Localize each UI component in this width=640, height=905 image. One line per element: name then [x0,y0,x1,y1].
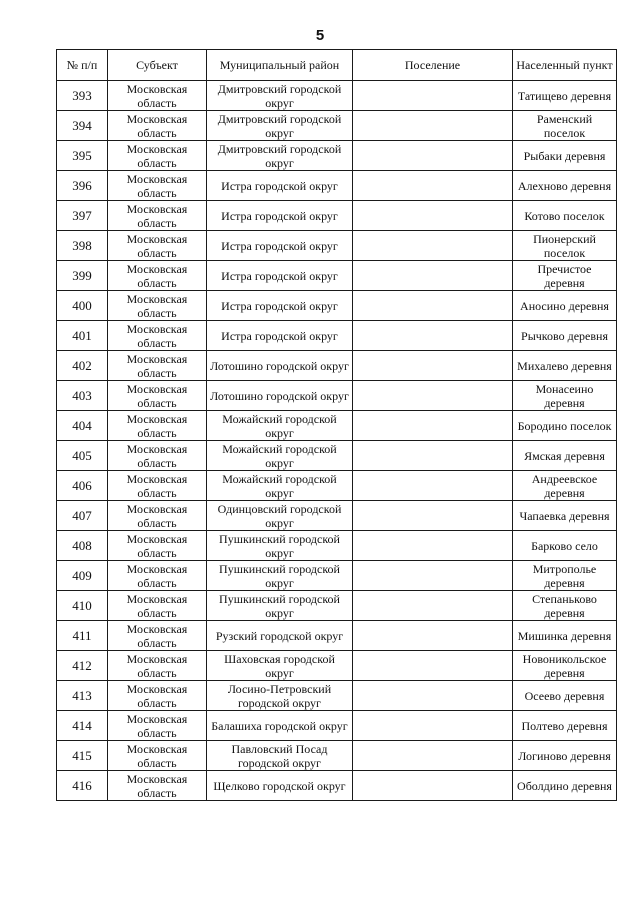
cell-district: Истра городской округ [207,261,353,291]
cell-locality: Андреевское деревня [513,471,617,501]
cell-locality: Мишинка деревня [513,621,617,651]
cell-settlement [353,441,513,471]
table-row [57,591,617,621]
cell-district: Дмитровский городской округ [207,141,353,171]
cell-locality: Осеево деревня [513,681,617,711]
cell-locality: Пречистое деревня [513,261,617,291]
cell-subject: Московская область [108,621,207,651]
cell-subject: Московская область [108,591,207,621]
cell-num: 409 [57,561,108,591]
cell-locality: Полтево деревня [513,711,617,741]
cell-settlement [353,321,513,351]
cell-settlement [353,771,513,801]
cell-district: Балашиха городской округ [207,711,353,741]
table-row [57,561,617,591]
cell-district: Можайский городской округ [207,441,353,471]
table-row [57,291,617,321]
cell-locality: Алехново деревня [513,171,617,201]
cell-subject: Московская область [108,381,207,411]
cell-subject: Московская область [108,501,207,531]
cell-num: 397 [57,201,108,231]
cell-settlement [353,591,513,621]
cell-subject: Московская область [108,411,207,441]
cell-num: 404 [57,411,108,441]
cell-subject: Московская область [108,561,207,591]
cell-settlement [353,381,513,411]
table-row [57,501,617,531]
table-row [57,171,617,201]
header-subject: Субъект [108,50,207,81]
cell-locality: Котово поселок [513,201,617,231]
cell-locality: Раменский поселок [513,111,617,141]
cell-settlement [353,171,513,201]
cell-subject: Московская область [108,711,207,741]
cell-num: 405 [57,441,108,471]
cell-district: Лосино-Петровский городской округ [207,681,353,711]
table-row [57,651,617,681]
cell-num: 394 [57,111,108,141]
cell-num: 408 [57,531,108,561]
cell-num: 407 [57,501,108,531]
cell-locality: Степаньково деревня [513,591,617,621]
header-locality: Населенный пункт [513,50,617,81]
cell-district: Шаховская городской округ [207,651,353,681]
table-row [57,441,617,471]
table-row [57,771,617,801]
cell-locality: Бородино поселок [513,411,617,441]
cell-num: 406 [57,471,108,501]
cell-subject: Московская область [108,171,207,201]
cell-locality: Михалево деревня [513,351,617,381]
header-settlement: Поселение [353,50,513,81]
cell-district: Пушкинский городской округ [207,531,353,561]
table-row [57,81,617,111]
cell-subject: Московская область [108,111,207,141]
cell-subject: Московская область [108,741,207,771]
cell-subject: Московская область [108,291,207,321]
cell-num: 395 [57,141,108,171]
cell-district: Пушкинский городской округ [207,561,353,591]
cell-num: 396 [57,171,108,201]
cell-num: 411 [57,621,108,651]
table-row [57,111,617,141]
cell-district: Лотошино городской округ [207,351,353,381]
table-row [57,231,617,261]
cell-num: 402 [57,351,108,381]
cell-settlement [353,231,513,261]
cell-num: 416 [57,771,108,801]
cell-subject: Московская область [108,681,207,711]
table-header [57,50,617,81]
cell-district: Одинцовский городской округ [207,501,353,531]
cell-settlement [353,81,513,111]
cell-num: 399 [57,261,108,291]
cell-locality: Митрополье деревня [513,561,617,591]
table-row [57,681,617,711]
cell-subject: Московская область [108,441,207,471]
cell-num: 403 [57,381,108,411]
cell-subject: Московская область [108,651,207,681]
cell-num: 393 [57,81,108,111]
cell-subject: Московская область [108,321,207,351]
cell-locality: Татищево деревня [513,81,617,111]
table-row [57,261,617,291]
cell-settlement [353,351,513,381]
cell-settlement [353,201,513,231]
cell-settlement [353,141,513,171]
cell-district: Лотошино городской округ [207,381,353,411]
cell-num: 401 [57,321,108,351]
cell-settlement [353,621,513,651]
table-row [57,321,617,351]
cell-subject: Московская область [108,471,207,501]
cell-locality: Новоникольское деревня [513,651,617,681]
cell-district: Истра городской округ [207,291,353,321]
cell-settlement [353,711,513,741]
table-row [57,381,617,411]
cell-num: 400 [57,291,108,321]
cell-settlement [353,261,513,291]
cell-subject: Московская область [108,261,207,291]
table-row [57,351,617,381]
table-row [57,471,617,501]
cell-district: Можайский городской округ [207,471,353,501]
cell-locality: Ямская деревня [513,441,617,471]
header-num: № п/п [57,50,108,81]
cell-subject: Московская область [108,531,207,561]
cell-num: 414 [57,711,108,741]
cell-subject: Московская область [108,81,207,111]
cell-district: Дмитровский городской округ [207,111,353,141]
header-row [57,50,617,81]
page-number: 5 [315,27,325,44]
cell-district: Щелково городской округ [207,771,353,801]
cell-district: Истра городской округ [207,231,353,261]
cell-locality: Рычково деревня [513,321,617,351]
cell-locality: Барково село [513,531,617,561]
cell-num: 413 [57,681,108,711]
table-row [57,711,617,741]
cell-district: Истра городской округ [207,201,353,231]
header-district: Муниципальный район [207,50,353,81]
cell-subject: Московская область [108,141,207,171]
cell-locality: Монасеино деревня [513,381,617,411]
cell-subject: Московская область [108,351,207,381]
cell-subject: Московская область [108,231,207,261]
cell-settlement [353,411,513,441]
cell-locality: Рыбаки деревня [513,141,617,171]
table-row [57,411,617,441]
table-row [57,141,617,171]
cell-settlement [353,111,513,141]
cell-settlement [353,561,513,591]
cell-settlement [353,741,513,771]
cell-num: 410 [57,591,108,621]
cell-settlement [353,651,513,681]
cell-locality: Логиново деревня [513,741,617,771]
cell-locality: Аносино деревня [513,291,617,321]
cell-subject: Московская область [108,201,207,231]
cell-locality: Чапаевка деревня [513,501,617,531]
table-row [57,201,617,231]
table-body [57,81,617,801]
cell-num: 412 [57,651,108,681]
cell-district: Дмитровский городской округ [207,81,353,111]
cell-settlement [353,291,513,321]
cell-num: 415 [57,741,108,771]
settlements-table [56,49,617,801]
cell-subject: Московская область [108,771,207,801]
cell-district: Истра городской округ [207,171,353,201]
cell-district: Рузский городской округ [207,621,353,651]
cell-district: Можайский городской округ [207,411,353,441]
table-row [57,531,617,561]
cell-district: Пушкинский городской округ [207,591,353,621]
cell-district: Павловский Посад городской округ [207,741,353,771]
cell-locality: Пионерский поселок [513,231,617,261]
cell-locality: Оболдино деревня [513,771,617,801]
table-row [57,621,617,651]
cell-settlement [353,531,513,561]
cell-num: 398 [57,231,108,261]
table-row [57,741,617,771]
cell-settlement [353,471,513,501]
cell-district: Истра городской округ [207,321,353,351]
cell-settlement [353,681,513,711]
cell-settlement [353,501,513,531]
